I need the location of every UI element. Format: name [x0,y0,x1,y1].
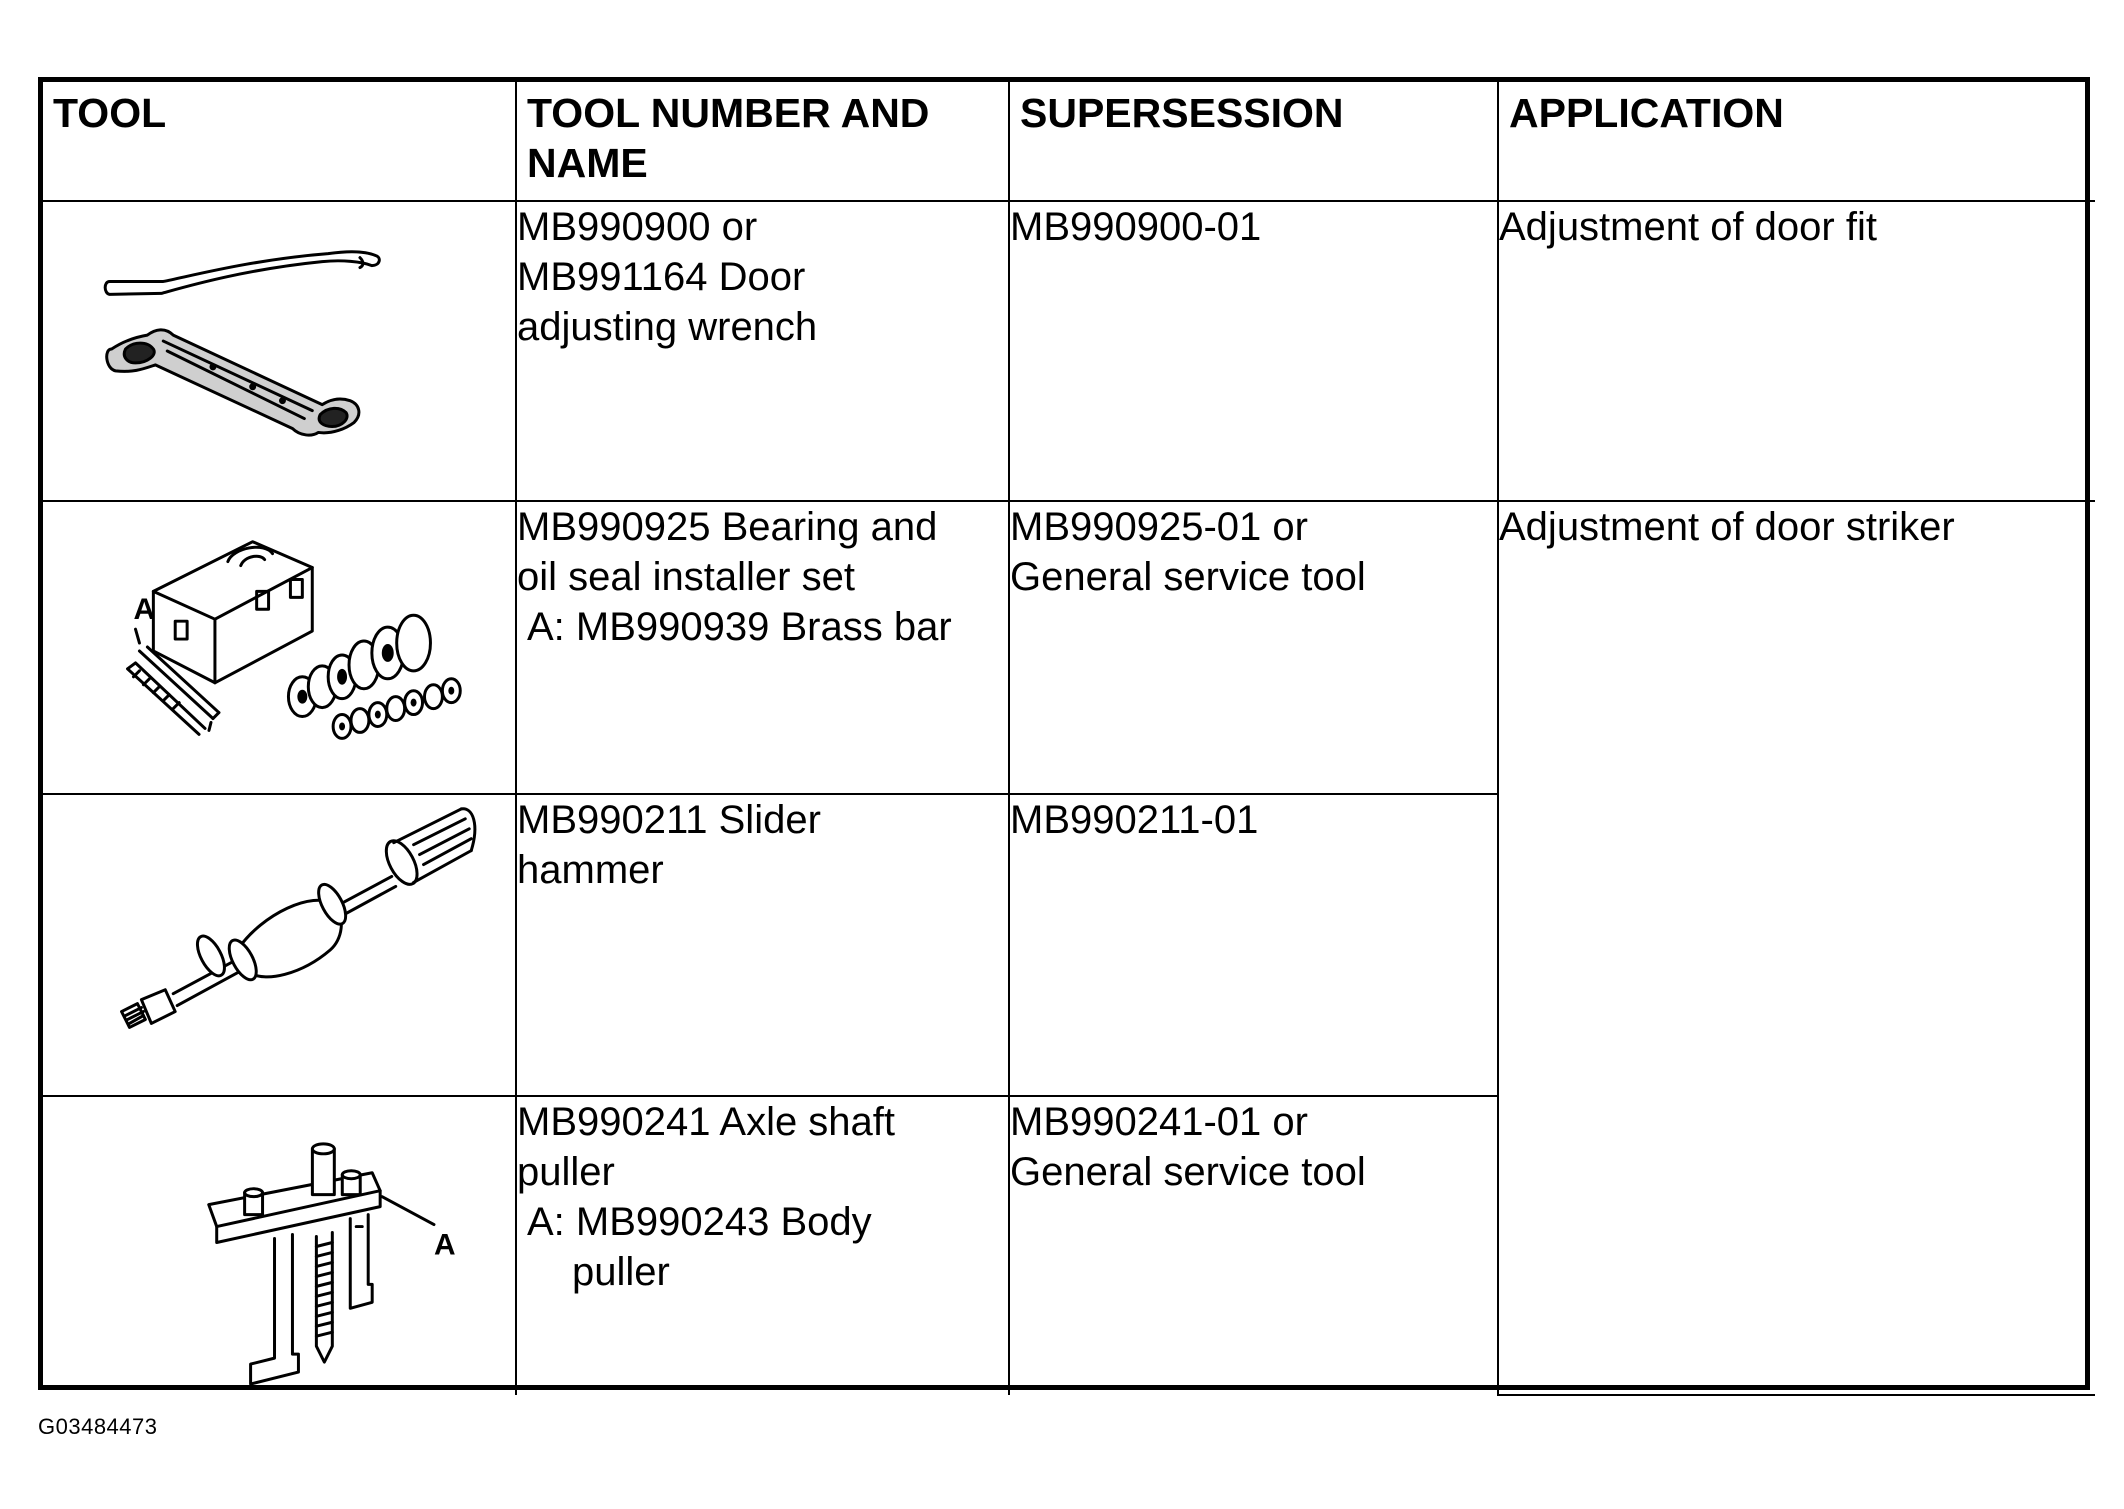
application-cell [1498,201,2095,501]
tool-sub-item-text: A: MB990243 Body [527,1200,872,1244]
supersession-text: General service tool [1010,1150,1366,1194]
supersession-text: MB990925-01 or [1010,505,1308,549]
supersession-cell [1009,201,1498,501]
supersession-text: General service tool [1010,555,1366,599]
tool-sub-item-text: puller [572,1250,670,1294]
special-tools-table [43,82,2095,1396]
header-application-label: APPLICATION [1509,90,1784,136]
tool-number-text: MB990925 Bearing and [517,505,938,549]
door-adjusting-wrench-icon [43,202,515,500]
table-row [43,201,2095,501]
header-tool [43,82,516,201]
table-row [43,501,2095,794]
tool-sub-item-text: A: MB990939 Brass bar [527,605,952,649]
header-tool-number-label-1: TOOL NUMBER AND [527,90,930,136]
application-text: Adjustment of door fit [1499,205,1877,249]
header-supersession-label: SUPERSESSION [1020,90,1344,136]
tool-number-text: adjusting wrench [517,305,818,349]
supersession-text: MB990241-01 or [1010,1100,1308,1144]
tool-number-text: hammer [517,848,664,892]
supersession-cell [1009,501,1498,794]
supersession-text: MB990211-01 [1010,798,1259,842]
application-cell [1498,501,2095,1395]
figure-id: G03484473 [38,1414,158,1439]
axle-shaft-puller-icon [43,1097,515,1395]
supersession-cell [1009,794,1498,1096]
callout-label: A [133,593,156,627]
tool-number-cell [516,201,1009,501]
header-tool-number [516,82,1009,201]
tool-number-cell [516,501,1009,794]
supersession-cell [1009,1096,1498,1395]
tool-number-text: MB990211 Slider [517,798,821,842]
tool-number-text: MB990241 Axle shaft [517,1100,896,1144]
tool-number-cell [516,1096,1009,1395]
tool-image-cell [43,1096,516,1395]
header-application [1498,82,2095,201]
header-tool-number-label-2: NAME [527,140,648,186]
tool-number-text: oil seal installer set [517,555,855,599]
tool-image-cell [43,201,516,501]
tool-number-cell [516,794,1009,1096]
tool-number-text: MB991164 Door [517,255,806,299]
header-supersession [1009,82,1498,201]
tools-table-frame [38,77,2090,1390]
callout-label: A [433,1228,456,1262]
tool-number-text: MB990900 or [517,205,758,249]
installer-set-icon [43,502,515,793]
header-tool-label: TOOL [53,90,167,136]
tool-number-text: puller [517,1150,615,1194]
supersession-text: MB990900-01 [1010,205,1262,249]
header-row [43,82,2095,201]
application-text: Adjustment of door striker [1499,505,1955,549]
slider-hammer-icon [43,795,515,1095]
tool-image-cell [43,501,516,794]
tool-image-cell [43,794,516,1096]
